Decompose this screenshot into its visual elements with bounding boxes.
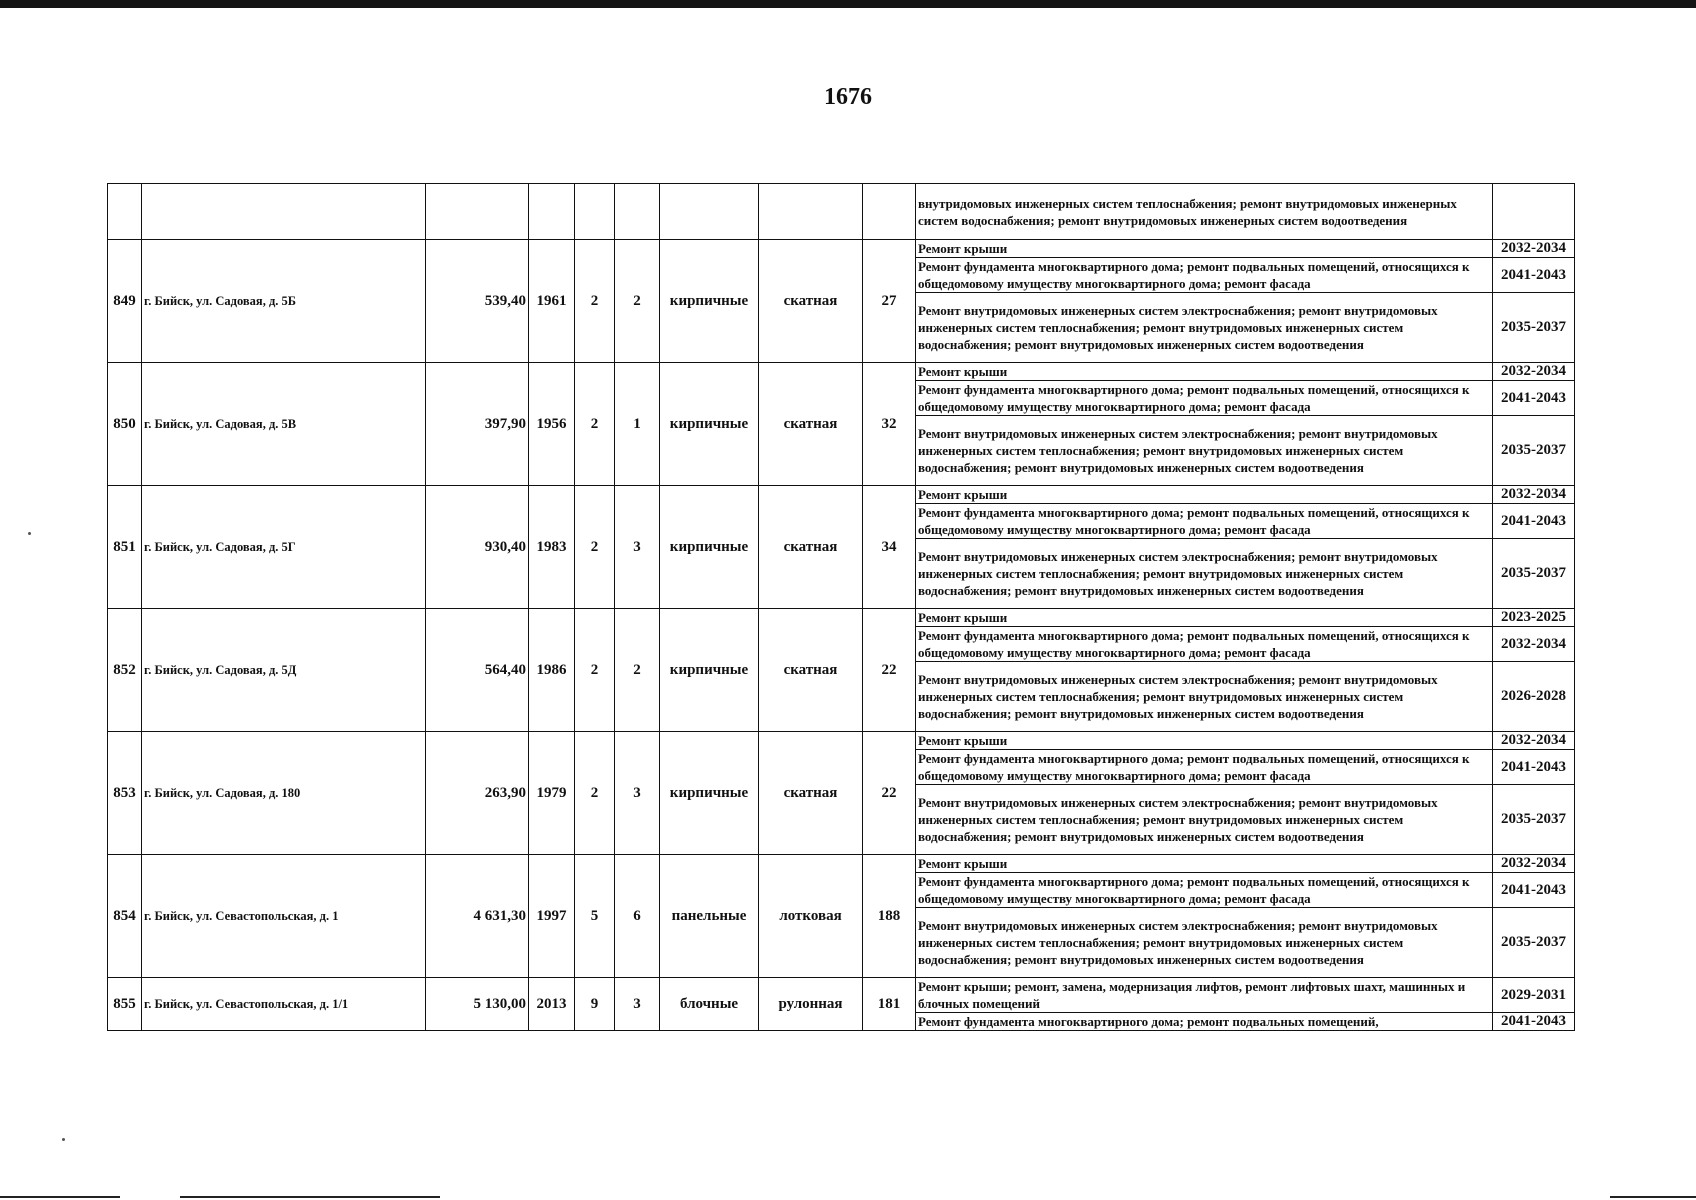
work-description: Ремонт крыши [916,855,1493,873]
roof-type: рулонная [759,978,863,1031]
row-number: 851 [108,486,142,609]
entrances: 3 [615,486,660,609]
area: 539,40 [426,240,529,363]
row-number: 852 [108,609,142,732]
table-row [108,855,1575,873]
address: г. Бийск, ул. Севастопольская, д. 1/1 [142,978,426,1031]
work-description: Ремонт крыши; ремонт, замена, модернизация лифтов, ремонт лифтовых шахт, машинных и блочных помещений [916,978,1493,1013]
work-description: Ремонт внутридомовых инженерных систем электроснабжения; ремонт внутридомовых инженерных систем теплоснабжения; ремонт внутридомовых инженерных систем водоснабжения; ремонт внутридомовых инженерных систем водоотведения [916,908,1493,978]
address: г. Бийск, ул. Садовая, д. 5Б [142,240,426,363]
build-year: 1961 [529,240,575,363]
work-description: внутридомовых инженерных систем теплоснабжения; ремонт внутридомовых инженерных систем водоснабжения; ремонт внутридомовых инженерных систем водоотведения [916,184,1493,240]
work-description: Ремонт крыши [916,486,1493,504]
period: 2032-2034 [1493,240,1575,258]
table-row [108,486,1575,504]
work-description: Ремонт крыши [916,240,1493,258]
period: 2035-2037 [1493,539,1575,609]
work-description: Ремонт внутридомовых инженерных систем электроснабжения; ремонт внутридомовых инженерных систем теплоснабжения; ремонт внутридомовых инженерных систем водоснабжения; ремонт внутридомовых инженерных систем водоотведения [916,416,1493,486]
address: г. Бийск, ул. Севастопольская, д. 1 [142,855,426,978]
address: г. Бийск, ул. Садовая, д. 5Г [142,486,426,609]
row-number: 854 [108,855,142,978]
entrances: 2 [615,609,660,732]
entrances: 3 [615,978,660,1031]
housing-repair-table [107,183,1575,1031]
work-description: Ремонт внутридомовых инженерных систем электроснабжения; ремонт внутридомовых инженерных систем теплоснабжения; ремонт внутридомовых инженерных систем водоснабжения; ремонт внутридомовых инженерных систем водоотведения [916,662,1493,732]
roof-type: скатная [759,732,863,855]
work-description: Ремонт фундамента многоквартирного дома; ремонт подвальных помещений, относящихся к общедомовому имуществу многоквартирного дома; ремонт фасада [916,627,1493,662]
address: г. Бийск, ул. Садовая, д. 180 [142,732,426,855]
work-description: Ремонт внутридомовых инженерных систем электроснабжения; ремонт внутридомовых инженерных систем теплоснабжения; ремонт внутридомовых инженерных систем водоснабжения; ремонт внутридомовых инженерных систем водоотведения [916,293,1493,363]
period: 2035-2037 [1493,293,1575,363]
row-number: 853 [108,732,142,855]
entrances: 6 [615,855,660,978]
entrances: 2 [615,240,660,363]
period: 2041-2043 [1493,1013,1575,1031]
scan-top-border [0,0,1696,8]
period: 2023-2025 [1493,609,1575,627]
apartments: 27 [863,240,916,363]
apartments: 188 [863,855,916,978]
table-row [108,978,1575,1013]
floors: 2 [575,486,615,609]
scan-edge-line [1610,1196,1696,1198]
work-description: Ремонт внутридомовых инженерных систем электроснабжения; ремонт внутридомовых инженерных систем теплоснабжения; ремонт внутридомовых инженерных систем водоснабжения; ремонт внутридомовых инженерных систем водоотведения [916,539,1493,609]
period: 2041-2043 [1493,873,1575,908]
work-description: Ремонт крыши [916,363,1493,381]
work-description: Ремонт крыши [916,732,1493,750]
apartments: 22 [863,609,916,732]
row-number: 849 [108,240,142,363]
build-year: 1983 [529,486,575,609]
period: 2026-2028 [1493,662,1575,732]
area: 4 631,30 [426,855,529,978]
work-description: Ремонт фундамента многоквартирного дома; ремонт подвальных помещений, [916,1013,1493,1031]
floors: 2 [575,240,615,363]
area: 930,40 [426,486,529,609]
roof-type: лотковая [759,855,863,978]
wall-material: блочные [660,978,759,1031]
work-description: Ремонт фундамента многоквартирного дома; ремонт подвальных помещений, относящихся к общедомовому имуществу многоквартирного дома; ремонт фасада [916,504,1493,539]
table-row [108,363,1575,381]
work-description: Ремонт фундамента многоквартирного дома; ремонт подвальных помещений, относящихся к общедомовому имуществу многоквартирного дома; ремонт фасада [916,258,1493,293]
wall-material: кирпичные [660,609,759,732]
work-description: Ремонт фундамента многоквартирного дома; ремонт подвальных помещений, относящихся к общедомовому имуществу многоквартирного дома; ремонт фасада [916,750,1493,785]
wall-material: кирпичные [660,732,759,855]
period: 2032-2034 [1493,855,1575,873]
work-description: Ремонт крыши [916,609,1493,627]
period: 2041-2043 [1493,504,1575,539]
work-description: Ремонт фундамента многоквартирного дома; ремонт подвальных помещений, относящихся к общедомовому имуществу многоквартирного дома; ремонт фасада [916,381,1493,416]
wall-material: панельные [660,855,759,978]
row-number: 850 [108,363,142,486]
address: г. Бийск, ул. Садовая, д. 5В [142,363,426,486]
area: 564,40 [426,609,529,732]
table-row [108,240,1575,258]
roof-type: скатная [759,363,863,486]
entrances: 3 [615,732,660,855]
address: г. Бийск, ул. Садовая, д. 5Д [142,609,426,732]
floors: 2 [575,732,615,855]
period: 2032-2034 [1493,486,1575,504]
build-year: 1979 [529,732,575,855]
area: 397,90 [426,363,529,486]
entrances: 1 [615,363,660,486]
wall-material: кирпичные [660,240,759,363]
build-year: 2013 [529,978,575,1031]
scan-speck [28,532,31,535]
area: 5 130,00 [426,978,529,1031]
floors: 2 [575,363,615,486]
build-year: 1956 [529,363,575,486]
floors: 9 [575,978,615,1031]
wall-material: кирпичные [660,363,759,486]
table-row [108,609,1575,627]
period: 2032-2034 [1493,732,1575,750]
scan-edge-line [180,1196,440,1198]
floors: 2 [575,609,615,732]
period: 2035-2037 [1493,908,1575,978]
roof-type: скатная [759,609,863,732]
period: 2041-2043 [1493,258,1575,293]
floors: 5 [575,855,615,978]
table-row [108,732,1575,750]
table-row-continuation [108,184,1575,240]
area: 263,90 [426,732,529,855]
period: 2041-2043 [1493,381,1575,416]
period: 2032-2034 [1493,363,1575,381]
period: 2041-2043 [1493,750,1575,785]
period: 2032-2034 [1493,627,1575,662]
apartments: 181 [863,978,916,1031]
scan-speck [62,1138,65,1141]
period: 2035-2037 [1493,416,1575,486]
apartments: 22 [863,732,916,855]
period: 2035-2037 [1493,785,1575,855]
roof-type: скатная [759,486,863,609]
page-number: 1676 [824,84,872,110]
period: 2029-2031 [1493,978,1575,1013]
row-number: 855 [108,978,142,1031]
apartments: 34 [863,486,916,609]
work-description: Ремонт фундамента многоквартирного дома; ремонт подвальных помещений, относящихся к общедомовому имуществу многоквартирного дома; ремонт фасада [916,873,1493,908]
roof-type: скатная [759,240,863,363]
build-year: 1986 [529,609,575,732]
scan-edge-line [0,1196,120,1198]
wall-material: кирпичные [660,486,759,609]
apartments: 32 [863,363,916,486]
work-description: Ремонт внутридомовых инженерных систем электроснабжения; ремонт внутридомовых инженерных систем теплоснабжения; ремонт внутридомовых инженерных систем водоснабжения; ремонт внутридомовых инженерных систем водоотведения [916,785,1493,855]
build-year: 1997 [529,855,575,978]
